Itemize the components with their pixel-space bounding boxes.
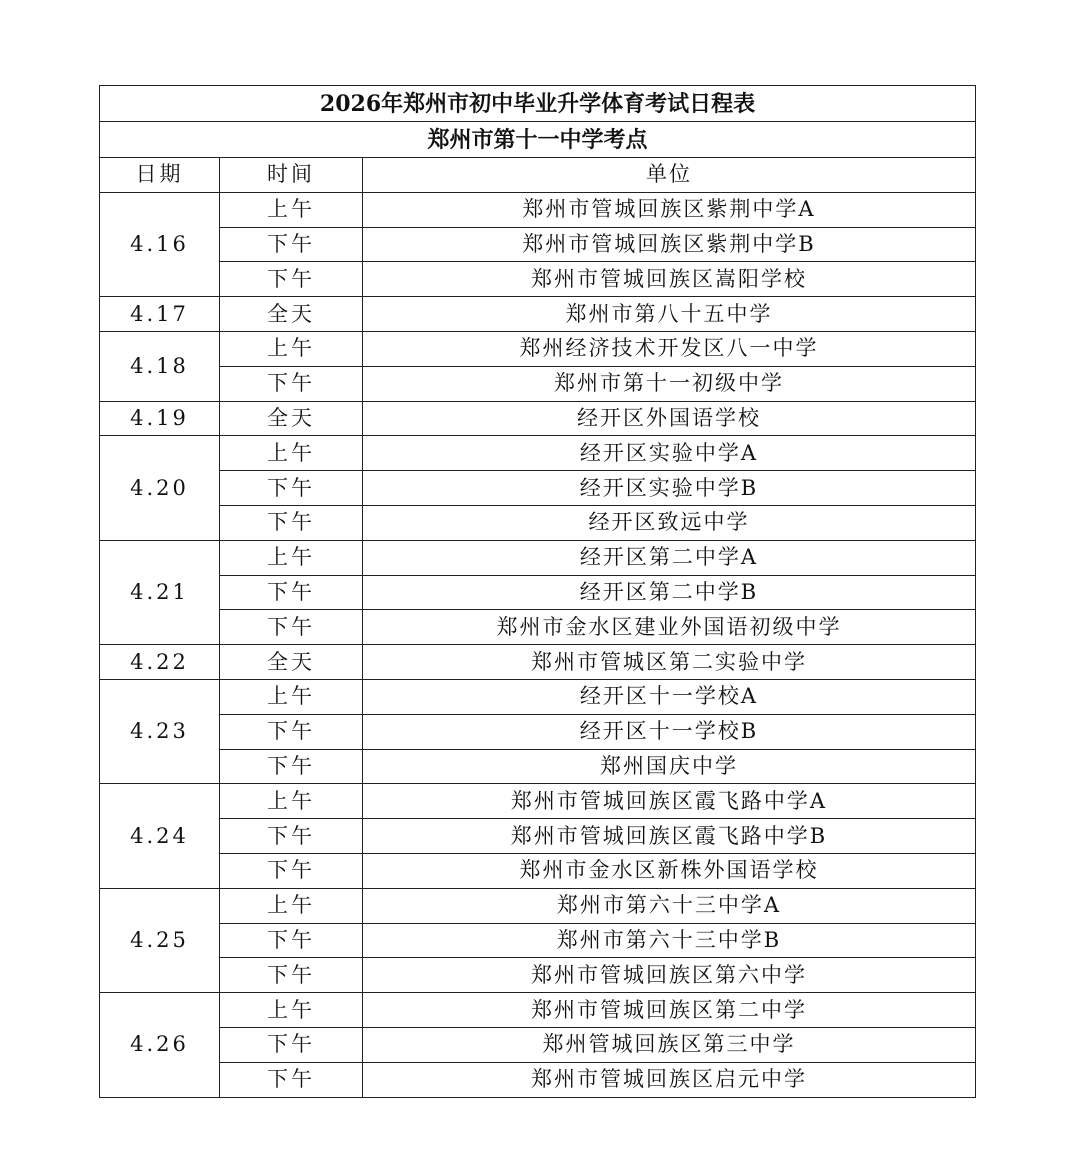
time-cell: 下午 — [220, 923, 363, 958]
time-cell: 下午 — [220, 749, 363, 784]
unit-cell: 郑州市第六十三中学A — [363, 888, 976, 923]
table-row — [100, 714, 976, 749]
table-row — [100, 923, 976, 958]
table-row — [100, 888, 976, 923]
unit-cell: 郑州市管城区第二实验中学 — [363, 645, 976, 680]
time-cell: 上午 — [220, 436, 363, 471]
unit-cell: 郑州管城回族区第三中学 — [363, 1027, 976, 1062]
table-row — [100, 679, 976, 714]
header-unit: 单位 — [363, 158, 976, 193]
time-cell: 全天 — [220, 645, 363, 680]
date-cell: 4.18 — [100, 331, 220, 401]
time-cell: 下午 — [220, 227, 363, 262]
date-cell: 4.25 — [100, 888, 220, 992]
table-row — [100, 540, 976, 575]
date-cell: 4.26 — [100, 993, 220, 1097]
time-cell: 上午 — [220, 192, 363, 227]
unit-cell: 郑州市第十一初级中学 — [363, 366, 976, 401]
unit-cell: 经开区致远中学 — [363, 505, 976, 540]
time-cell: 全天 — [220, 297, 363, 332]
unit-cell: 经开区十一学校A — [363, 679, 976, 714]
unit-cell: 郑州市金水区建业外国语初级中学 — [363, 610, 976, 645]
time-cell: 下午 — [220, 958, 363, 993]
unit-cell: 郑州市管城回族区第六中学 — [363, 958, 976, 993]
unit-cell: 经开区十一学校B — [363, 714, 976, 749]
schedule-table — [99, 85, 976, 1098]
date-cell: 4.20 — [100, 436, 220, 540]
unit-cell: 郑州市管城回族区霞飞路中学B — [363, 819, 976, 854]
time-cell: 下午 — [220, 853, 363, 888]
table-row — [100, 784, 976, 819]
table-row — [100, 1027, 976, 1062]
unit-cell: 经开区第二中学B — [363, 575, 976, 610]
unit-cell: 经开区第二中学A — [363, 540, 976, 575]
time-cell: 下午 — [220, 714, 363, 749]
time-cell: 下午 — [220, 1062, 363, 1097]
table-row — [100, 993, 976, 1028]
date-cell: 4.16 — [100, 192, 220, 296]
unit-cell: 经开区实验中学B — [363, 471, 976, 506]
date-cell: 4.21 — [100, 540, 220, 644]
unit-cell: 郑州市管城回族区启元中学 — [363, 1062, 976, 1097]
unit-cell: 经开区外国语学校 — [363, 401, 976, 436]
table-row — [100, 401, 976, 436]
table-title: 2026年郑州市初中毕业升学体育考试日程表 — [100, 86, 976, 122]
date-cell: 4.17 — [100, 297, 220, 332]
unit-cell: 郑州市管城回族区紫荆中学B — [363, 227, 976, 262]
time-cell: 全天 — [220, 401, 363, 436]
table-row — [100, 262, 976, 297]
time-cell: 下午 — [220, 505, 363, 540]
title-row — [100, 86, 976, 122]
unit-cell: 经开区实验中学A — [363, 436, 976, 471]
table-row — [100, 575, 976, 610]
table-row — [100, 853, 976, 888]
table-row — [100, 331, 976, 366]
schedule-body — [100, 86, 976, 1098]
table-row — [100, 471, 976, 506]
time-cell: 上午 — [220, 784, 363, 819]
time-cell: 上午 — [220, 679, 363, 714]
unit-cell: 郑州国庆中学 — [363, 749, 976, 784]
header-date: 日期 — [100, 158, 220, 193]
time-cell: 上午 — [220, 540, 363, 575]
date-cell: 4.19 — [100, 401, 220, 436]
subtitle-row — [100, 122, 976, 158]
unit-cell: 郑州市管城回族区紫荆中学A — [363, 192, 976, 227]
time-cell: 下午 — [220, 575, 363, 610]
table-row — [100, 819, 976, 854]
unit-cell: 郑州市管城回族区嵩阳学校 — [363, 262, 976, 297]
date-cell: 4.23 — [100, 679, 220, 783]
time-cell: 上午 — [220, 331, 363, 366]
time-cell: 下午 — [220, 366, 363, 401]
table-row — [100, 297, 976, 332]
time-cell: 下午 — [220, 262, 363, 297]
time-cell: 下午 — [220, 610, 363, 645]
unit-cell: 郑州市第六十三中学B — [363, 923, 976, 958]
header-row — [100, 158, 976, 193]
time-cell: 下午 — [220, 1027, 363, 1062]
time-cell: 下午 — [220, 471, 363, 506]
table-row — [100, 749, 976, 784]
table-row — [100, 610, 976, 645]
time-cell: 上午 — [220, 888, 363, 923]
table-row — [100, 192, 976, 227]
unit-cell: 郑州经济技术开发区八一中学 — [363, 331, 976, 366]
table-row — [100, 366, 976, 401]
unit-cell: 郑州市第八十五中学 — [363, 297, 976, 332]
date-cell: 4.22 — [100, 645, 220, 680]
time-cell: 上午 — [220, 993, 363, 1028]
table-subtitle: 郑州市第十一中学考点 — [100, 122, 976, 158]
table-row — [100, 645, 976, 680]
unit-cell: 郑州市管城回族区霞飞路中学A — [363, 784, 976, 819]
header-time: 时间 — [220, 158, 363, 193]
table-row — [100, 227, 976, 262]
time-cell: 下午 — [220, 819, 363, 854]
table-row — [100, 958, 976, 993]
table-row — [100, 505, 976, 540]
date-cell: 4.24 — [100, 784, 220, 888]
table-row — [100, 436, 976, 471]
table-row — [100, 1062, 976, 1097]
unit-cell: 郑州市金水区新株外国语学校 — [363, 853, 976, 888]
unit-cell: 郑州市管城回族区第二中学 — [363, 993, 976, 1028]
